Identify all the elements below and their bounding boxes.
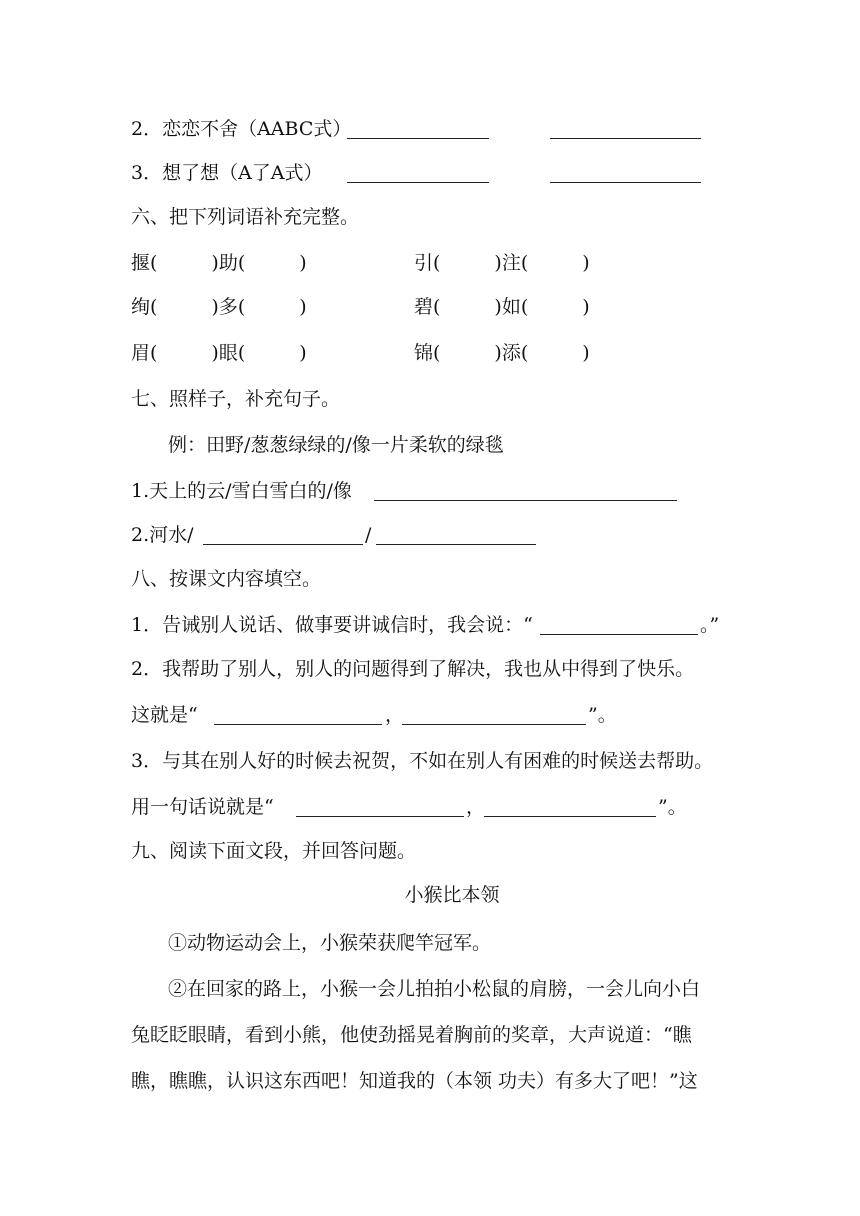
s6-r1-word2 xyxy=(414,250,590,276)
s9-paragraph-2-line-2: 兔眨眨眼睛，看到小熊，他使劲摇晃着胸前的奖章，大声说道：“瞧 xyxy=(131,1024,692,1046)
s6-r2-w2-b: )如( xyxy=(494,296,529,318)
s5-q3-label: 3．想了想（A了A式） xyxy=(131,162,323,184)
s8-q3-blank-1[interactable] xyxy=(296,798,464,817)
s6-r1-w1-b: )助( xyxy=(211,252,246,274)
s6-r2-w1-a: 绚( xyxy=(131,296,158,318)
s5-q3-blank-1[interactable] xyxy=(347,164,489,183)
s6-r3-w2-c: ) xyxy=(582,342,590,364)
s8-q2-label-c: ”。 xyxy=(588,704,617,726)
s7-q2-blank-2[interactable] xyxy=(376,526,536,545)
s7-q1-label: 1.天上的云/雪白雪白的/像 xyxy=(131,480,352,502)
s5-q3-blank-2[interactable] xyxy=(550,164,701,183)
s9-passage-title: 小猴比本领 xyxy=(404,884,500,906)
s8-q1-label-b: 。” xyxy=(700,614,720,636)
s5-q3-row xyxy=(131,160,323,186)
s8-q3-text: 3．与其在别人好的时候去祝贺，不如在别人有困难的时候送去帮助。 xyxy=(131,750,714,772)
s8-q2-label-b: ， xyxy=(385,704,405,726)
s8-q3-label-a: 用一句话说就是“ xyxy=(131,796,274,818)
s7-q2-blank-1[interactable] xyxy=(203,526,363,545)
s5-q2-blank-1[interactable] xyxy=(347,120,489,139)
s6-r3-w1-a: 眉( xyxy=(131,342,158,364)
s5-q2-blank-2[interactable] xyxy=(550,120,701,139)
s6-r2-word1 xyxy=(131,294,307,320)
s6-r2-w1-b: )多( xyxy=(211,296,246,318)
s8-q2-blank-1[interactable] xyxy=(214,706,382,725)
s7-q2-label-a: 2.河水/ xyxy=(131,524,194,546)
s9-paragraph-1: ①动物运动会上，小猴荣获爬竿冠军。 xyxy=(168,932,492,954)
s5-q2-label: 2．恋恋不舍（AABC式） xyxy=(131,118,352,140)
s5-q2-row xyxy=(131,116,351,142)
s6-r3-w2-a: 锦( xyxy=(414,342,441,364)
s6-r1-w1-a: 揠( xyxy=(131,252,158,274)
s6-r3-w2-b: )添( xyxy=(494,342,529,364)
s6-r3-w1-b: )眼( xyxy=(211,342,246,364)
s6-r2-w1-c: ) xyxy=(299,296,307,318)
s9-heading: 九、阅读下面文段，并回答问题。 xyxy=(131,840,417,862)
s7-heading: 七、照样子，补充句子。 xyxy=(131,388,341,410)
s8-q1-blank[interactable] xyxy=(540,616,698,635)
s8-heading: 八、按课文内容填空。 xyxy=(131,568,322,590)
s8-q2-text: 2．我帮助了别人，别人的问题得到了解决，我也从中得到了快乐。 xyxy=(131,658,695,680)
s7-example: 例：田野/葱葱绿绿的/像一片柔软的绿毯 xyxy=(168,434,504,456)
s6-r3-word1 xyxy=(131,340,307,366)
s8-q2-label-a: 这就是“ xyxy=(131,704,198,726)
s6-r1-w2-b: )注( xyxy=(494,252,529,274)
s6-r1-w2-c: ) xyxy=(582,252,590,274)
s8-q3-blank-2[interactable] xyxy=(484,798,656,817)
s8-q3-label-c: ”。 xyxy=(658,796,687,818)
s8-q1-label-a: 1．告诫别人说话、做事要讲诚信时，我会说：“ xyxy=(131,614,533,636)
s6-r2-w2-a: 碧( xyxy=(414,296,441,318)
s6-r3-w1-c: ) xyxy=(299,342,307,364)
s6-r3-word2 xyxy=(414,340,590,366)
s7-q1-blank[interactable] xyxy=(374,482,677,501)
s6-r1-word1 xyxy=(131,250,307,276)
s6-r2-w2-c: ) xyxy=(582,296,590,318)
s8-q2-blank-2[interactable] xyxy=(402,706,586,725)
s6-r1-w1-c: ) xyxy=(299,252,307,274)
s6-r1-w2-a: 引( xyxy=(414,252,441,274)
s9-paragraph-2-line-3: 瞧，瞧瞧，认识这东西吧！知道我的（本领 功夫）有多大了吧！”这 xyxy=(131,1070,698,1092)
s9-paragraph-2-line-1: ②在回家的路上，小猴一会儿拍拍小松鼠的肩膀，一会儿向小白 xyxy=(168,978,701,1000)
s6-r2-word2 xyxy=(414,294,590,320)
s7-q2-label-b: / xyxy=(365,524,372,546)
s8-q3-label-b: ， xyxy=(466,796,486,818)
s6-heading: 六、把下列词语补充完整。 xyxy=(131,206,360,228)
